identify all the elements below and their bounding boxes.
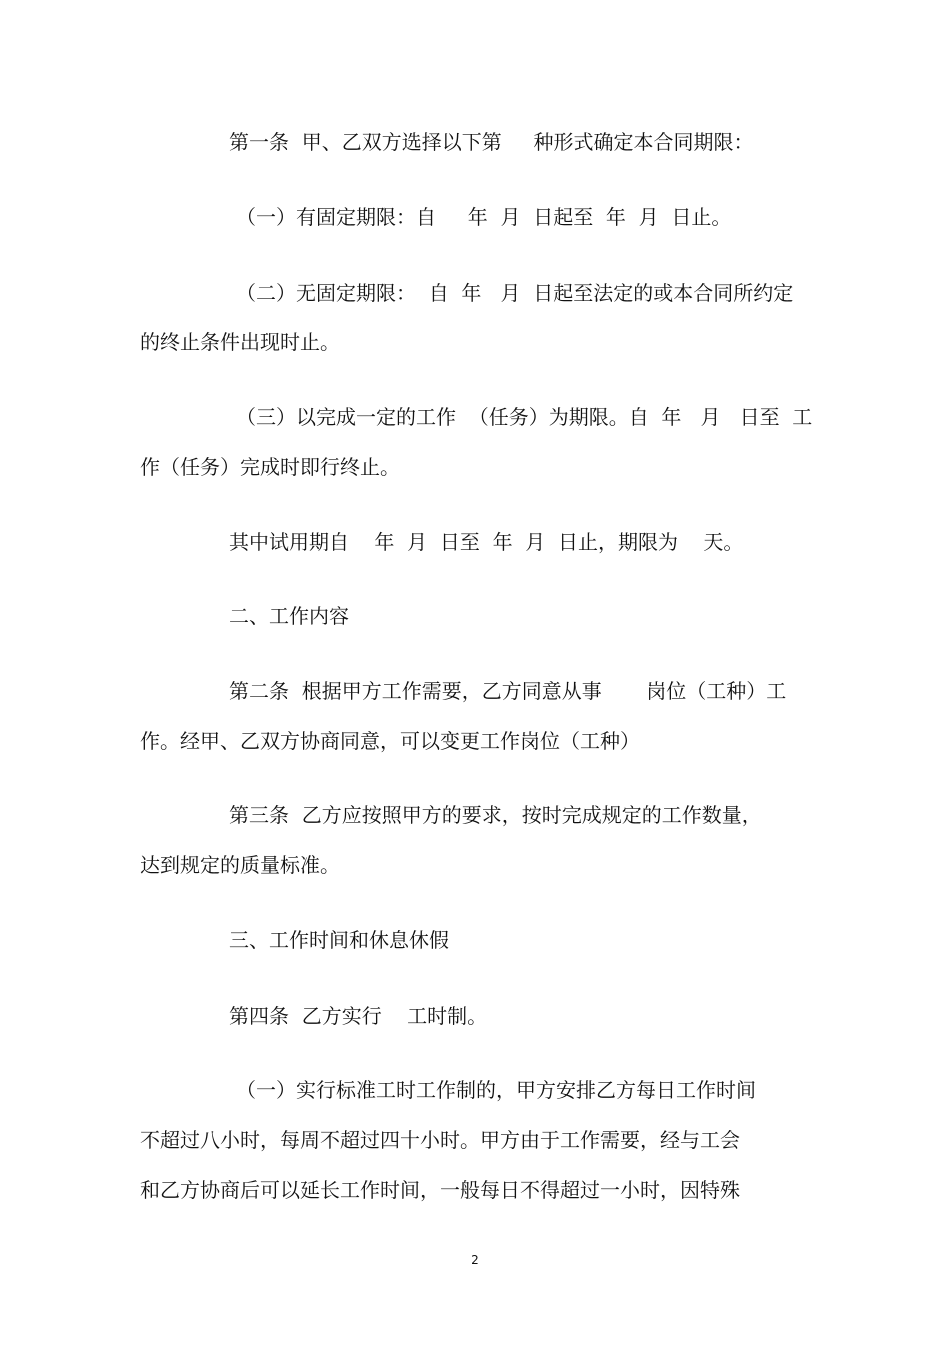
section-heading-working-hours: 三、工作时间和休息休假: [229, 928, 449, 952]
standard-hours-line-3: 和乙方协商后可以延长工作时间，一般每日不得超过一小时，因特殊: [140, 1178, 740, 1202]
task-term-line-2: 作（任务）完成时即行终止。: [140, 455, 400, 479]
article-2-line-2: 作。经甲、乙双方协商同意，可以变更工作岗位（工种）: [140, 729, 640, 753]
section-heading-work-content: 二、工作内容: [229, 604, 349, 628]
page-number: 2: [471, 1253, 479, 1267]
probation-line: 其中试用期自 年 月 日至 年 月 日止，期限为 天。: [229, 530, 744, 554]
standard-hours-line-1: （一）实行标准工时工作制的，甲方安排乙方每日工作时间: [236, 1078, 756, 1102]
standard-hours-line-2: 不超过八小时，每周不超过四十小时。甲方由于工作需要，经与工会: [140, 1128, 740, 1152]
article-2-line-1: 第二条 根据甲方工作需要，乙方同意从事 岗位（工种）工: [229, 679, 787, 703]
article-3-line-2: 达到规定的质量标准。: [140, 853, 340, 877]
open-term-line-2: 的终止条件出现时止。: [140, 330, 340, 354]
fixed-term-line: （一）有固定期限：自 年 月 日起至 年 月 日止。: [236, 205, 732, 229]
task-term-line-1: （三）以完成一定的工作 （任务）为期限。自 年 月 日至 工: [236, 405, 813, 429]
article-3-line-1: 第三条 乙方应按照甲方的要求，按时完成规定的工作数量，: [229, 803, 762, 827]
article-1-line: 第一条 甲、乙双方选择以下第 种形式确定本合同期限：: [229, 130, 754, 154]
article-4-line: 第四条 乙方实行 工时制。: [229, 1004, 488, 1028]
open-term-line-1: （二）无固定期限： 自 年 月 日起至法定的或本合同所约定: [236, 281, 794, 305]
